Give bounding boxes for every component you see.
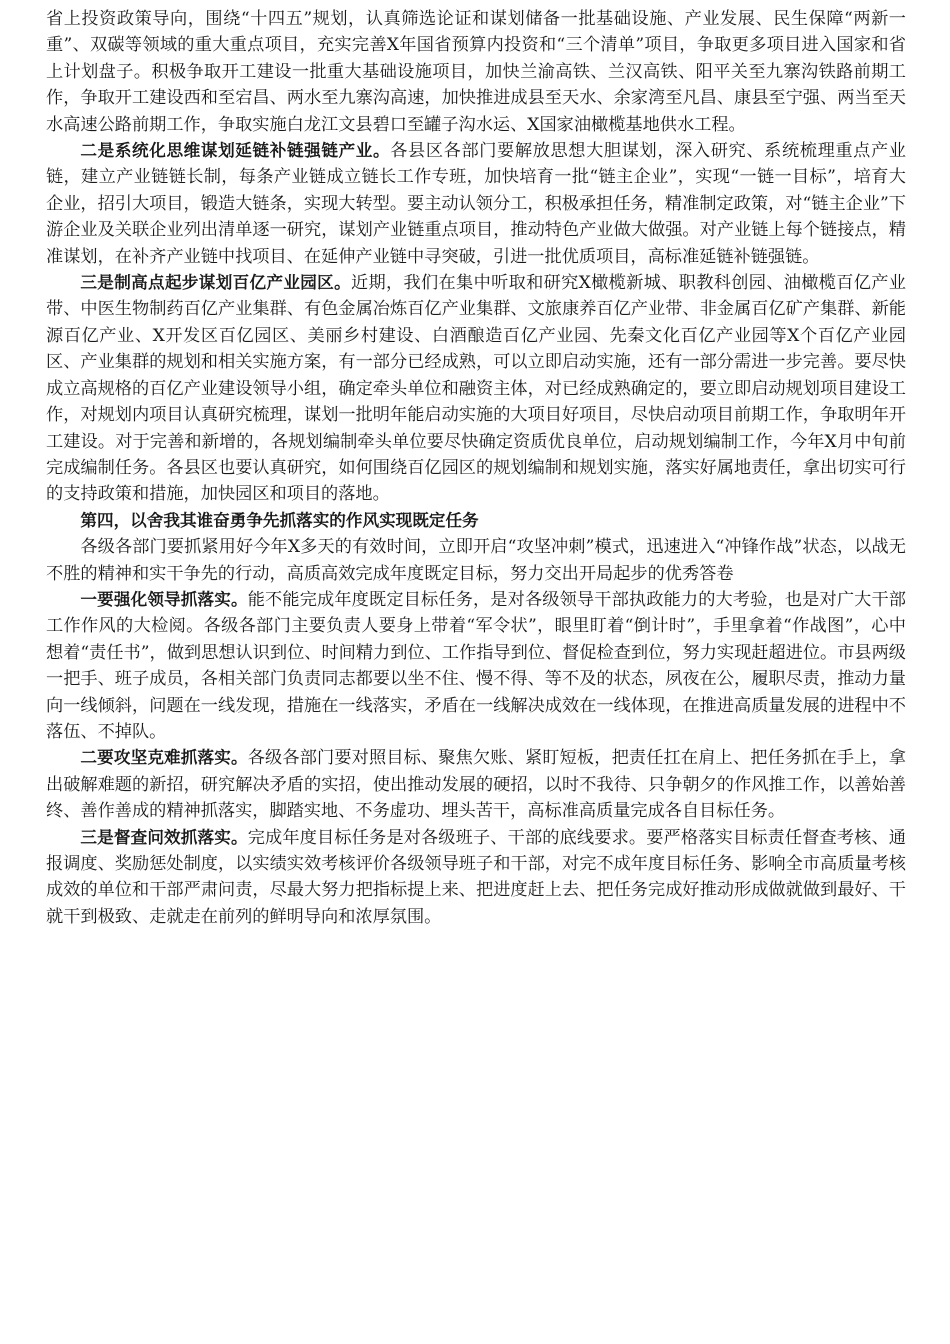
paragraph-text: 能不能完成年度既定目标任务，是对各级领导干部执政能力的大考验，也是对广大干部工作作风的大检阅。各级各部门主要负责人要身上带着“军令状”，眼里盯着“倒计时”，手里拿着“作战图”，心中想着“责任书”，做到思想认识到位、时间精力到位、工作指导到位、督促检查到位，努力实现赶超进位。市县两级一把手、班子成员，各相关部门负责同志都要以坐不住、慢不得、等不及的状态，夙夜在公，履职尽责，推动力量向一线倾斜，问题在一线发现，措施在一线落实，矛盾在一线解决成效在一线体现，在推进高质量发展的进程中不落伍、不掉队。 — [46, 589, 906, 742]
paragraph-leadership — [46, 587, 906, 745]
section-heading — [46, 508, 906, 534]
paragraph-overcome-difficulties — [46, 745, 906, 824]
paragraph-text: 各县区各部门要解放思想大胆谋划，深入研究、系统梳理重点产业链，建立产业链链长制，每条产业链成立链长工作专班，加快培育一批“链主企业”，实现“一链一目标”，培育大企业，招引大项目，锻造大链条，实现大转型。要主动认领分工，积极承担任务，精准制定政策，对“链主企业”下游企业及关联企业列出清单逐一研究，谋划产业链重点项目，推动特色产业做大做强。对产业链上每个链接点，精准谋划，在补齐产业链中找项目、在延伸产业链中寻突破，引进一批优质项目，高标准延链补链强链。 — [46, 141, 906, 267]
paragraph-text: 省上投资政策导向，围绕“十四五”规划，认真筛选论证和谋划储备一批基础设施、产业发展、民生保障“两新一重”、双碳等领域的重大重点项目，充实完善X年国省预算内投资和“三个清单”项目，争取更多项目进入国家和省上计划盘子。积极争取开工建设一批重大基础设施项目，加快兰渝高铁、兰汉高铁、阳平关至九寨沟铁路前期工作，争取开工建设西和至宕昌、两水至九寨沟高速，加快推进成县至天水、余家湾至凡昌、康县至宁强、两当至天水高速公路前期工作，争取实施白龙江文县碧口至罐子沟水运、X国家油橄榄基地供水工程。 — [46, 9, 906, 135]
paragraph-industrial-parks — [46, 270, 906, 508]
paragraph-text: 近期，我们在集中听取和研究X橄榄新城、职教科创园、油橄榄百亿产业带、中医生物制药百亿产业集群、有色金属冶炼百亿产业集群、文旅康养百亿产业带、非金属百亿矿产集群、新能源百亿产业、X开发区百亿园区、美丽乡村建设、白酒酿造百亿产业园、先秦文化百亿产业园等X个百亿产业园区、产业集群的规划和相关实施方案，有一部分已经成熟，可以立即启动实施，还有一部分需进一步完善。要尽快成立高规格的百亿产业建设领导小组，确定牵头单位和融资主体，对已经成熟确定的，要立即启动规划项目建设工作，对规划内项目认真研究梳理，谋划一批明年能启动实施的大项目好项目，尽快启动项目前期工作，争取明年开工建设。对于完善和新增的，各规划编制牵头单位要尽快确定资质优良单位，启动规划编制工作，今年X月中旬前完成编制任务。各县区也要认真研究，如何围绕百亿园区的规划编制和规划实施，落实好属地责任，拿出切实可行的支持政策和措施，加快园区和项目的落地。 — [46, 273, 906, 505]
paragraph-section-intro — [46, 534, 906, 587]
paragraph-lead: 三是督查问效抓落实。 — [80, 827, 248, 847]
paragraph-lead: 二是系统化思维谋划延链补链强链产业。 — [80, 141, 391, 161]
paragraph-lead: 二要攻坚克难抓落实。 — [80, 748, 248, 768]
paragraph-industry-chain — [46, 138, 906, 270]
paragraph-text: 各级各部门要抓紧用好今年X多天的有效时间，立即开启“攻坚冲刺”模式，迅速进入“冲锋作战”状态，以战无不胜的精神和实干争先的行动，高质高效完成年度既定目标，努力交出开局起步的优秀答卷 — [46, 537, 906, 584]
paragraph-supervision — [46, 825, 906, 931]
paragraph-text: 各级各部门要对照目标、聚焦欠账、紧盯短板，把责任扛在肩上、把任务抓在手上，拿出破解难题的新招，研究解决矛盾的实招，使出推动发展的硬招，以时不我待、只争朝夕的作风推工作，以善始善终、善作善成的精神抓落实，脚踏实地、不务虚功、埋头苦干，高标准高质量完成各自目标任务。 — [46, 748, 906, 822]
paragraph-text: 完成年度目标任务是对各级班子、干部的底线要求。要严格落实目标责任督查考核、通报调度、奖励惩处制度，以实绩实效考核评价各级领导班子和干部，对完不成年度目标任务、影响全市高质量考核成效的单位和干部严肃问责，尽最大努力把指标提上来、把进度赶上去、把任务完成好推动形成做就做到最好、干就干到极致、走就走在前列的鲜明导向和浓厚氛围。 — [46, 827, 906, 927]
paragraph-lead: 一要强化领导抓落实。 — [80, 589, 248, 609]
paragraph-lead: 三是制高点起步谋划百亿产业园区。 — [80, 273, 352, 293]
section-heading-text: 第四，以舍我其谁奋勇争先抓落实的作风实现既定任务 — [80, 510, 479, 530]
paragraph-investment-projects — [46, 6, 906, 138]
